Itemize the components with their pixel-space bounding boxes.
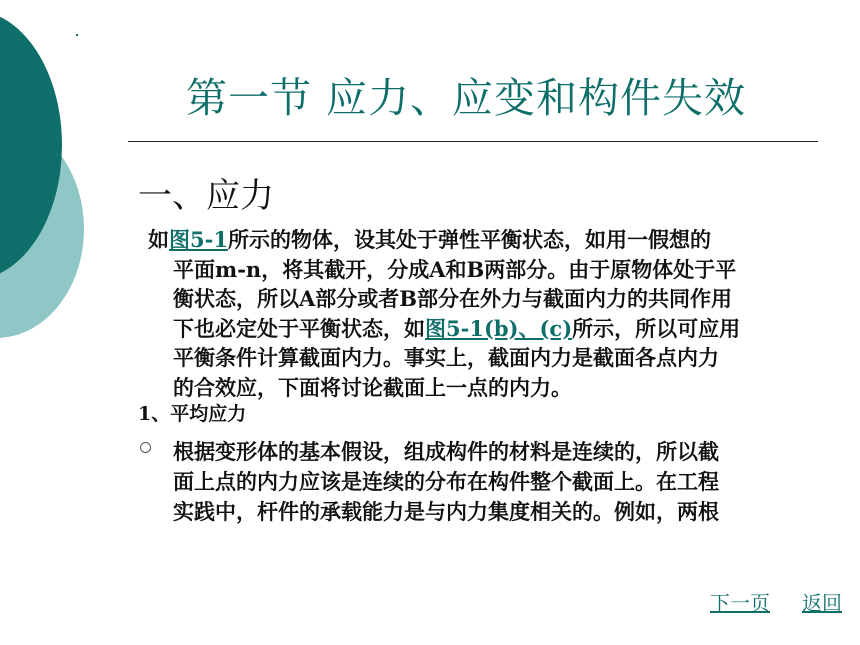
paragraph-line-4 xyxy=(148,314,808,344)
back-link[interactable]: 返回 xyxy=(802,591,842,615)
paragraph-text: 如 xyxy=(148,227,169,252)
bullet-item xyxy=(140,437,810,527)
paragraph-line-6: 的合效应，下面将讨论截面上一点的内力。 xyxy=(173,374,572,400)
bullet-line-2: 面上点的内力应该是连续的分布在构件整个截面上。在工程 xyxy=(173,469,719,494)
subsection-heading: 1、平均应力 xyxy=(138,403,247,425)
figure-5-1bc-link[interactable]: 图5-1(b)、(c) xyxy=(425,315,573,341)
body-paragraph xyxy=(148,225,808,402)
paragraph-text: 所示，所以可应用 xyxy=(572,315,741,341)
figure-5-1-link[interactable]: 图5-1 xyxy=(169,227,228,252)
bullet-text xyxy=(140,437,810,527)
paragraph-line-1 xyxy=(148,225,808,255)
paragraph-text: 下也必定处于平衡状态，如 xyxy=(173,315,425,341)
bullet-line-1: 根据变形体的基本假设，组成构件的材料是连续的，所以截 xyxy=(173,439,719,464)
section-heading: 一、应力 xyxy=(138,176,274,216)
paragraph-text: 所示的物体，设其处于弹性平衡状态，如用一假想的 xyxy=(227,227,711,252)
hollow-circle-bullet-icon xyxy=(140,442,151,453)
decorative-dot xyxy=(76,34,78,36)
paragraph-line-2: 平面m-n，将其截开，分成A和B两部分。由于原物体处于平 xyxy=(173,256,737,282)
slide-title: 第一节 应力、应变和构件失效 xyxy=(186,74,747,122)
paragraph-line-3: 衡状态，所以A部分或者B部分在外力与截面内力的共同作用 xyxy=(173,286,733,311)
bullet-line-3: 实践中，杆件的承载能力是与内力集度相关的。例如，两根 xyxy=(173,499,719,524)
next-page-link[interactable]: 下一页 xyxy=(710,591,770,615)
title-divider xyxy=(128,141,818,142)
paragraph-line-5: 平衡条件计算截面内力。事实上，截面内力是截面各点内力 xyxy=(173,345,719,370)
